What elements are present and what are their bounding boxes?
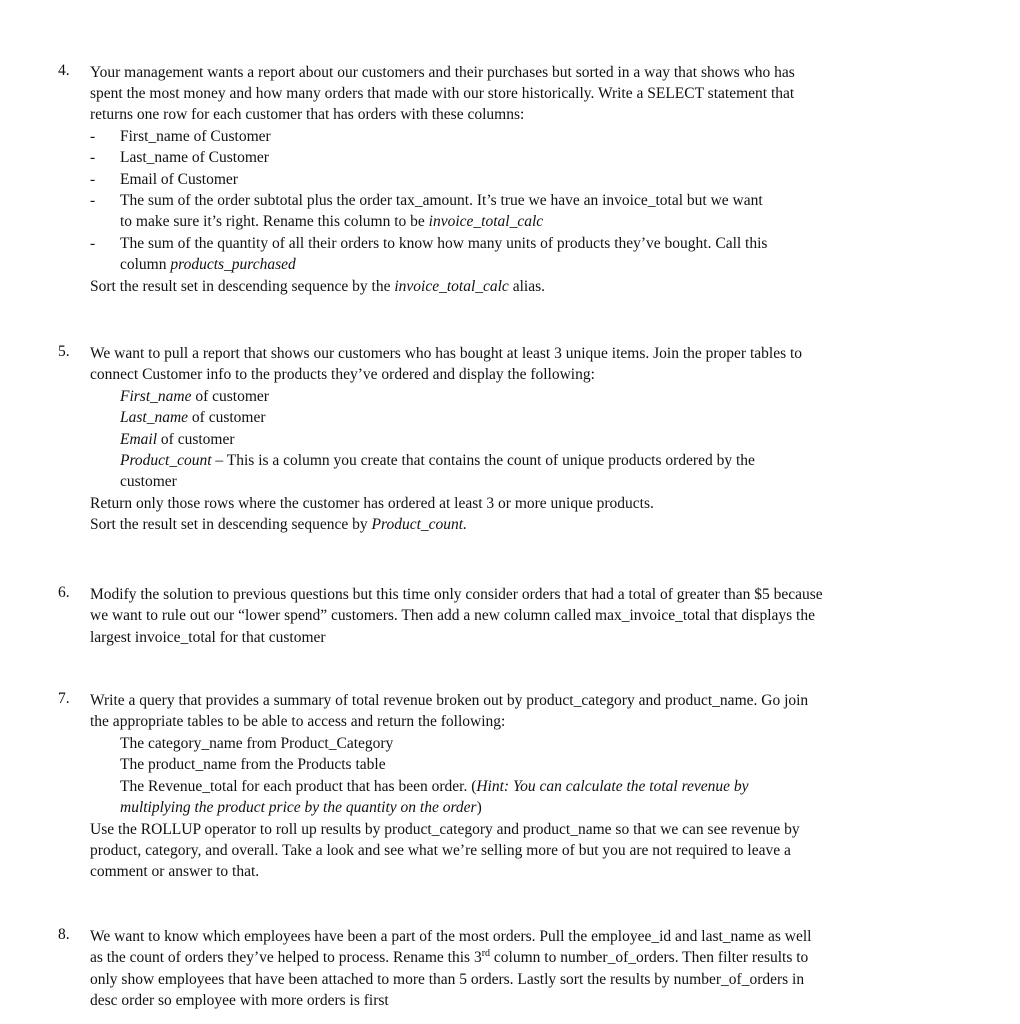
column-alias: invoice_total_calc (428, 213, 544, 230)
item-text: of customer (188, 409, 266, 426)
hint-text: multiplying the product price by the quantity on the order (120, 799, 477, 816)
column-name: Product_count. (371, 516, 467, 533)
question-number: 8. (58, 926, 70, 943)
bullet-item: Email of Customer (120, 171, 238, 188)
question-text: spent the most money and how many orders that made with our store historically. Write a SELECT statement that (90, 85, 795, 102)
bullet-text: column (120, 256, 171, 273)
sort-text: alias. (508, 278, 545, 295)
bullet-dash: - (90, 192, 96, 209)
column-name: Last_name (120, 409, 189, 426)
list-item: The category_name from Product_Category (120, 735, 394, 752)
hint-text: Hint: You can calculate the total revenue by (476, 778, 749, 795)
item-text: ) (476, 799, 482, 816)
column-alias: products_purchased (170, 256, 296, 273)
list-item (120, 450, 755, 471)
sort-text: Sort the result set in descending sequence by the (90, 278, 395, 295)
bullet-item: First_name of Customer (120, 128, 271, 145)
bullet-dash: - (90, 235, 96, 252)
question-text: Use the ROLLUP operator to roll up results by product_category and product_name so that we can see revenue by (90, 821, 800, 838)
question-text: we want to rule out our “lower spend” customers. Then add a new column called max_invoice_total that displays the (90, 607, 815, 624)
question-number: 6. (58, 584, 70, 601)
list-item (120, 429, 235, 450)
sort-instruction (90, 276, 545, 297)
question-text: largest invoice_total for that customer (90, 629, 326, 646)
list-item-continuation: customer (120, 473, 177, 490)
bullet-dash: - (90, 149, 96, 166)
ordinal-suffix: rd (481, 947, 491, 959)
question-number: 5. (58, 343, 70, 360)
column-name: First_name (120, 388, 192, 405)
question-text: We want to pull a report that shows our customers who has bought at least 3 unique items. Join the proper tables to (90, 345, 803, 362)
question-text: Modify the solution to previous questions but this time only consider orders that had a total of greater than $5 because (90, 586, 823, 603)
item-text: of customer (157, 431, 235, 448)
question-text-part: as the count of orders they’ve helped to process. Rename this 3 (90, 949, 482, 966)
column-name: Product_count (120, 452, 212, 469)
question-text: product, category, and overall. Take a look and see what we’re selling more of but you are not required to leave a (90, 842, 791, 859)
bullet-item: The sum of the quantity of all their orders to know how many units of products they’ve bought. Call this (120, 235, 768, 252)
list-item: The product_name from the Products table (120, 756, 386, 773)
bullet-continuation (120, 254, 296, 275)
question-text: desc order so employee with more orders is first (90, 992, 389, 1009)
question-text-part: column to number_of_orders. Then filter results to (490, 949, 809, 966)
question-text: only show employees that have been attached to more than 5 orders. Lastly sort the results by number_of_orders in (90, 971, 805, 988)
question-text: We want to know which employees have been a part of the most orders. Pull the employee_id and last_name as well (90, 928, 812, 945)
sort-text: Sort the result set in descending sequence by (90, 516, 372, 533)
item-text: The Revenue_total for each product that has been order. ( (120, 778, 477, 795)
bullet-item: Last_name of Customer (120, 149, 269, 166)
question-number: 7. (58, 690, 70, 707)
bullet-continuation (120, 211, 543, 232)
list-item (120, 407, 266, 428)
bullet-dash: - (90, 128, 96, 145)
question-text: connect Customer info to the products they’ve ordered and display the following: (90, 366, 595, 383)
bullet-text: to make sure it’s right. Rename this column to be (120, 213, 429, 230)
question-text (90, 947, 808, 968)
question-text: the appropriate tables to be able to access and return the following: (90, 713, 506, 730)
question-number: 4. (58, 62, 70, 79)
item-text: – This is a column you create that contains the count of unique products ordered by the (211, 452, 755, 469)
question-text: returns one row for each customer that has orders with these columns: (90, 106, 525, 123)
list-item (120, 776, 749, 797)
question-text: comment or answer to that. (90, 863, 260, 880)
sort-instruction (90, 514, 467, 535)
bullet-item: The sum of the order subtotal plus the order tax_amount. It’s true we have an invoice_total but we want (120, 192, 763, 209)
bullet-dash: - (90, 171, 96, 188)
column-name: Email (120, 431, 158, 448)
filter-instruction: Return only those rows where the customer has ordered at least 3 or more unique products. (90, 495, 654, 512)
column-alias: invoice_total_calc (394, 278, 509, 295)
item-text: of customer (191, 388, 269, 405)
list-item (120, 386, 269, 407)
list-item-continuation (120, 797, 482, 818)
question-text: Write a query that provides a summary of total revenue broken out by product_category and product_name. Go join (90, 692, 809, 709)
question-text: Your management wants a report about our customers and their purchases but sorted in a way that shows who has (90, 64, 795, 81)
